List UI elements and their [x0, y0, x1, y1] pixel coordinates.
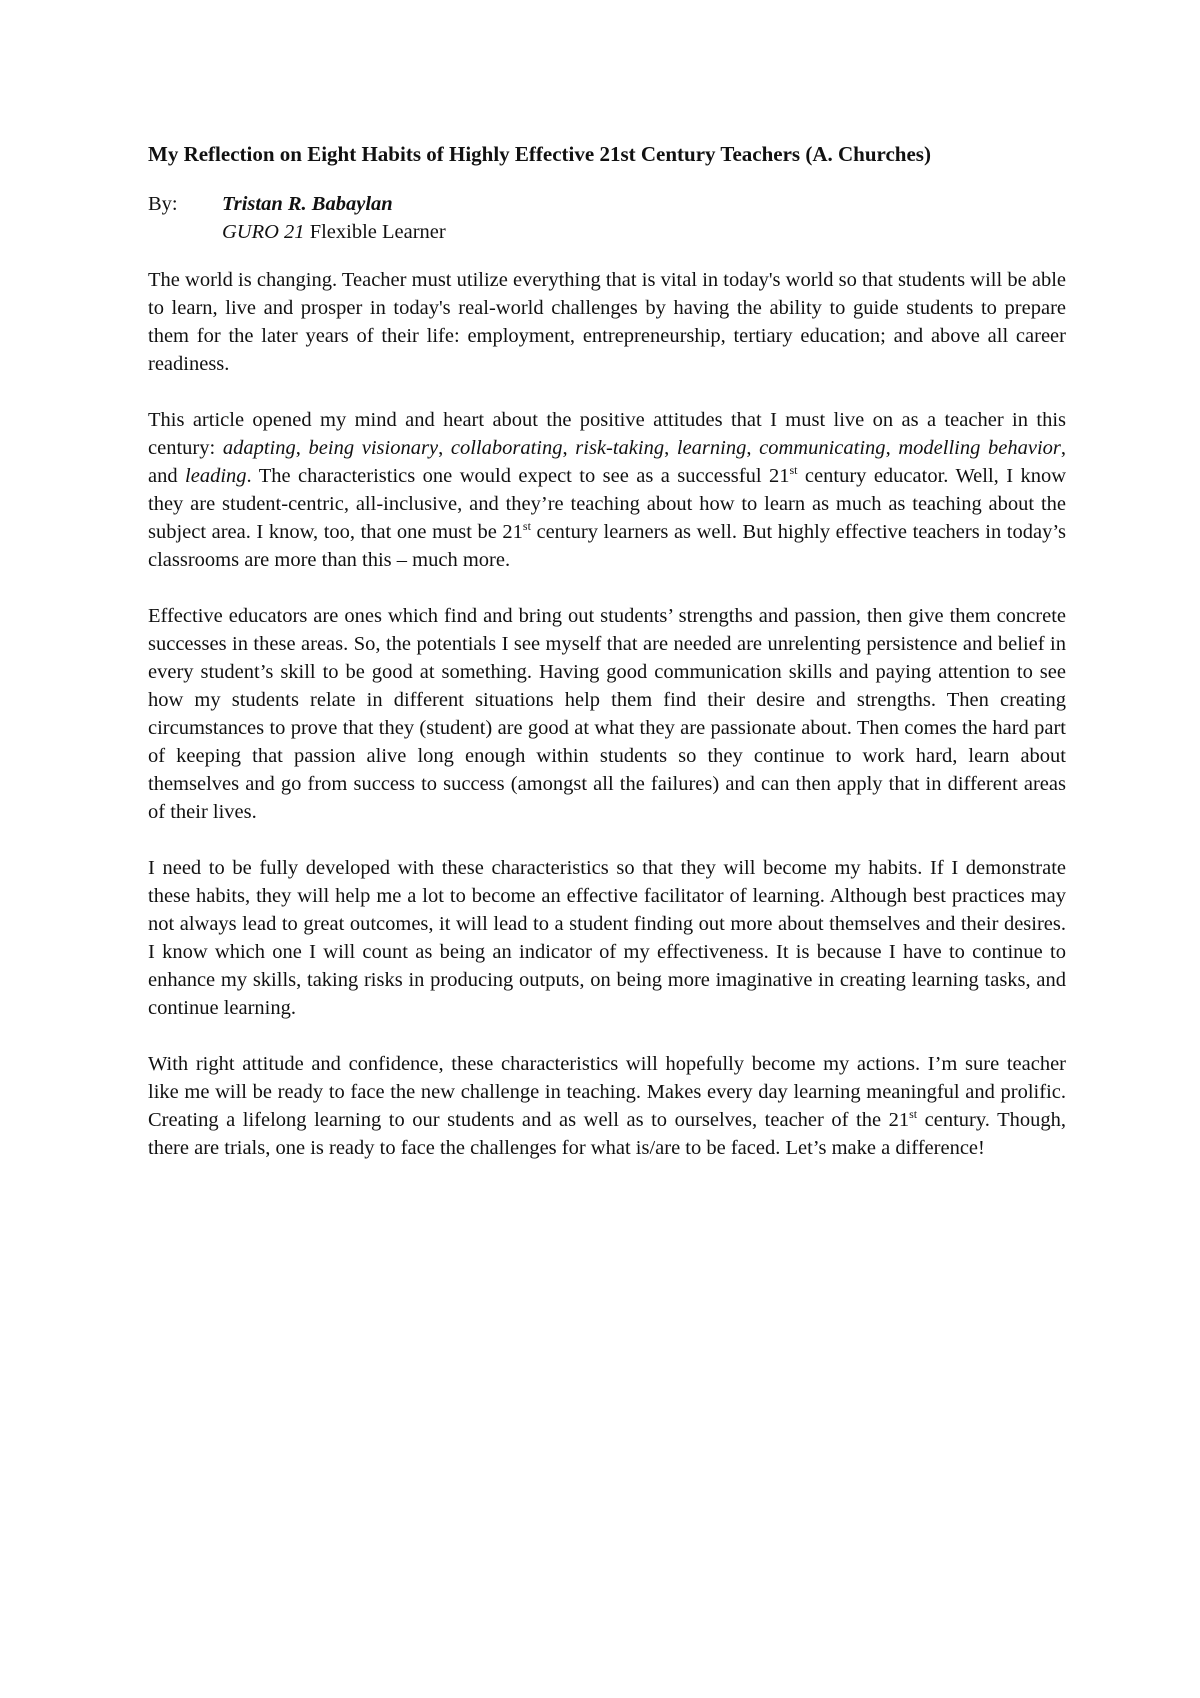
document-page [148, 140, 1066, 1190]
paragraph-3: Effective educators are ones which find and bring out students’ strengths and passion, then give them concrete successes in these areas. So, the potentials I see myself that are needed are unrelenting persistence and belief in every student’s skill to be good at something. Having good communication skills and paying attention to see how my students relate in different situations help them find their desire and strengths. Then creating circumstances to prove that they (student) are good at what they are passionate about. Then comes the hard part of keeping that passion alive long enough within students so they continue to work hard, learn about themselves and go from success to success (amongst all the failures) and can then apply that in different areas of their lives. [148, 605, 1066, 823]
p2-superscript-2: st [522, 519, 531, 534]
p2-sep-5: , [746, 437, 760, 459]
habit-leading: leading [185, 465, 247, 487]
p5-superscript-1: st [909, 1107, 918, 1122]
p2-text-2: . The characteristics one would expect to see as a successful 21 [246, 465, 790, 487]
p5-text-2: century. Though, there are trials, one is ready to face the challenges for what is/are to be faced. Let’s make a difference! [148, 1109, 1067, 1159]
p2-text-3: century educator. Well, I know they are student-centric, all-inclusive, and they’re teaching about how to learn as much as teaching about the subject area. I know, too, that one must be 21 [148, 465, 1066, 543]
habit-being-visionary: being visionary [308, 437, 439, 459]
affiliation-program: GURO 21 [222, 221, 305, 243]
byline-details [222, 190, 446, 246]
habit-risk-taking: risk-taking [575, 437, 665, 459]
p2-sep-3: , [562, 437, 576, 459]
p2-sep-6: , [885, 437, 899, 459]
habit-learning: learning [676, 437, 747, 459]
p2-sep-4: , [664, 437, 677, 459]
document-title: My Reflection on Eight Habits of Highly Effective 21st Century Teachers (A. Churches) [148, 142, 931, 166]
p2-sep-2: , [438, 437, 451, 459]
author-name: Tristan R. Babaylan [222, 193, 393, 215]
p2-sep-7: , and [148, 437, 1067, 487]
p2-superscript-1: st [789, 463, 798, 478]
paragraph-5 [148, 1050, 1066, 1162]
byline-label: By: [148, 193, 178, 215]
habit-collaborating: collaborating [450, 437, 563, 459]
p2-sep-1: , [295, 437, 309, 459]
habit-adapting: adapting [222, 437, 296, 459]
byline [148, 190, 1066, 246]
habit-modelling-behavior: modelling behavior [898, 437, 1061, 459]
p5-text-1: With right attitude and confidence, these characteristics will hopefully become my actions. I’m sure teacher like me will be ready to face the new challenge in teaching. Makes every day learning meaningful and prolific. Creating a lifelong learning to our students and as well as to ourselves, teacher of the 21 [148, 1053, 1066, 1131]
p2-text-1: This article opened my mind and heart about the positive attitudes that I must live on as a teacher in this century: [148, 409, 1066, 459]
affiliation-role: Flexible Learner [309, 221, 446, 243]
author-affiliation [222, 218, 446, 246]
p2-text-4: century learners as well. But highly effective teachers in today’s classrooms are more than this – much more. [148, 521, 1066, 571]
paragraph-1: The world is changing. Teacher must utilize everything that is vital in today's world so that students will be able to learn, live and prosper in today's real-world challenges by having the ability to guide students to prepare them for the later years of their life: employment, entrepreneurship, tertiary education; and above all career readiness. [148, 269, 1066, 375]
habit-communicating: communicating [759, 437, 886, 459]
paragraph-2 [148, 406, 1066, 574]
paragraph-4: I need to be fully developed with these characteristics so that they will become my habits. If I demonstrate these habits, they will help me a lot to become an effective facilitator of learning. Although best practices may not always lead to great outcomes, it will lead to a student finding out more about themselves and their desires. I know which one I will count as being an indicator of my effectiveness. It is because I have to continue to enhance my skills, taking risks in producing outputs, on being more imaginative in creating learning tasks, and continue learning. [148, 857, 1066, 1019]
